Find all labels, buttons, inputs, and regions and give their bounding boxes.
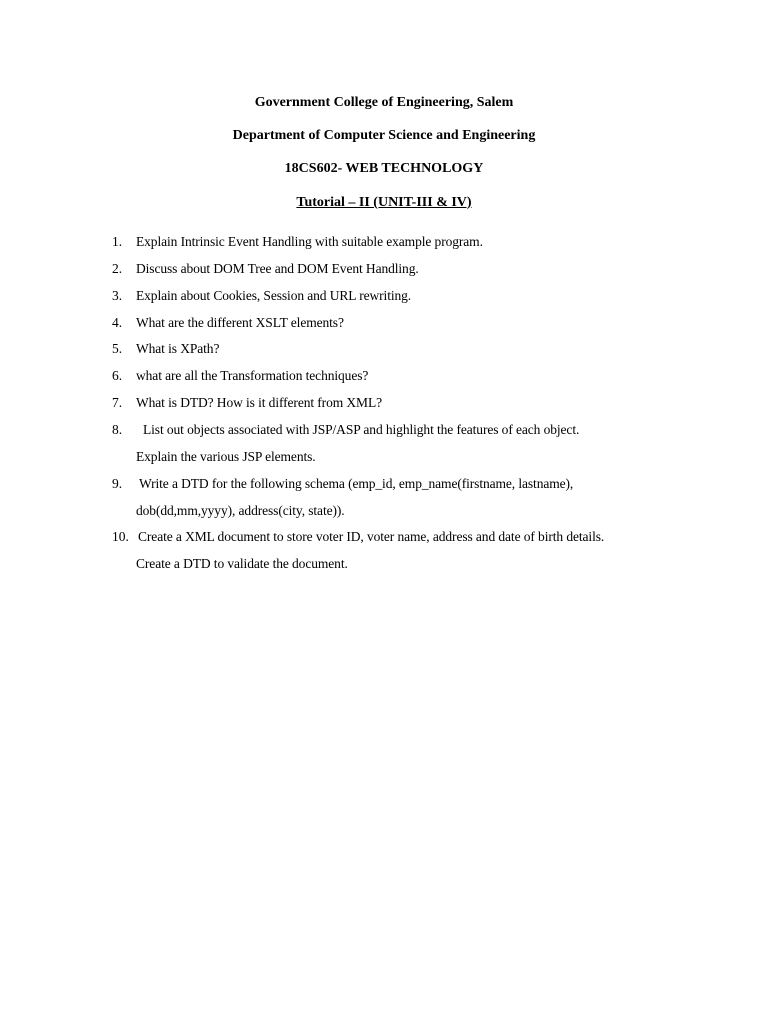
college-name: Government College of Engineering, Salem (254, 95, 514, 110)
question-number: 3. (112, 288, 123, 303)
question-number: 9. (112, 476, 123, 491)
question-number: 1. (112, 234, 123, 249)
question-text: what are all the Transformation techniques? (136, 368, 369, 383)
question-number: 10. (112, 529, 129, 544)
question-number: 2. (112, 261, 123, 276)
department-name: Department of Computer Science and Engineering (232, 128, 536, 143)
question-text: Explain Intrinsic Event Handling with suitable example program. (136, 234, 483, 249)
question-number: 7. (112, 395, 123, 410)
question-text: Write a DTD for the following schema (emp_id, emp_name(firstname, lastname), (139, 476, 574, 491)
question-text: What are the different XSLT elements? (136, 315, 344, 330)
course-title: 18CS602- WEB TECHNOLOGY (284, 161, 484, 176)
question-text: Discuss about DOM Tree and DOM Event Handling. (136, 261, 419, 276)
question-text: What is DTD? How is it different from XML? (136, 395, 382, 410)
question-text: Create a XML document to store voter ID, voter name, address and date of birth details. (138, 529, 605, 544)
question-text: Explain about Cookies, Session and URL rewriting. (136, 288, 412, 303)
question-text: What is XPath? (136, 341, 220, 356)
question-text-continued: dob(dd,mm,yyyy), address(city, state)). (136, 503, 345, 518)
question-number: 6. (112, 368, 123, 383)
tutorial-title: Tutorial – II (UNIT-III & IV) (296, 195, 472, 210)
question-number: 4. (112, 315, 123, 330)
question-number: 8. (112, 422, 123, 437)
question-number: 5. (112, 341, 123, 356)
question-text-continued: Create a DTD to validate the document. (136, 556, 348, 571)
question-text: List out objects associated with JSP/ASP and highlight the features of each object. (143, 422, 580, 437)
question-text-continued: Explain the various JSP elements. (136, 449, 316, 464)
